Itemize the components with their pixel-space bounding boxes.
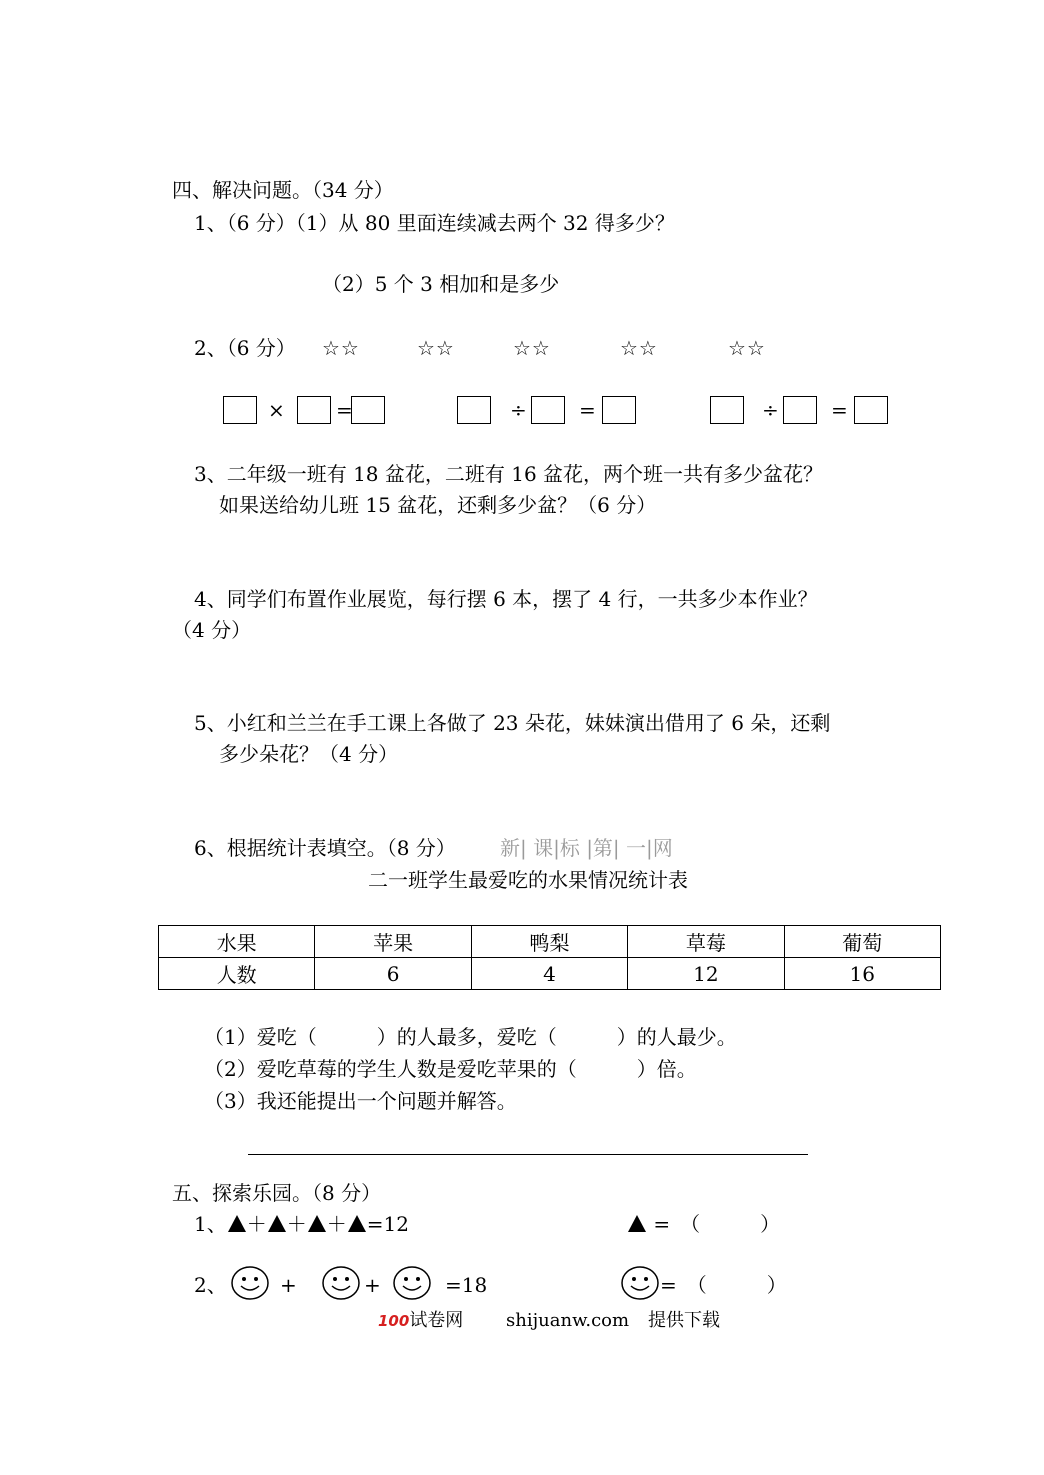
footer-suffix: 提供下载 [648, 1310, 720, 1331]
answer-box[interactable] [854, 396, 888, 424]
q4-line2: （4 分） [172, 618, 252, 642]
plus-sign: + [364, 1273, 381, 1297]
answer-box[interactable] [602, 396, 636, 424]
q2-stars-group-4: ☆☆ [620, 336, 658, 360]
triangle-icon [348, 1215, 366, 1232]
answer-box[interactable] [531, 396, 565, 424]
table-title: 二一班学生最爱吃的水果情况统计表 [368, 868, 688, 892]
plus-sign: ＋ [326, 1212, 347, 1236]
table-cell: 苹果 [315, 926, 471, 958]
equation-result: =12 [366, 1212, 409, 1236]
section5-title: 五、探索乐园。（8 分） [172, 1181, 382, 1205]
q1-part1: 1、（6 分）（1）从 80 里面连续减去两个 32 得多少？ [194, 211, 675, 235]
fruit-stat-table [158, 925, 941, 990]
smiley-icon [321, 1265, 361, 1301]
table-cell: 水果 [159, 926, 315, 958]
equation-result: =18 [445, 1273, 488, 1297]
q3-line2: 如果送给幼儿班 15 盆花，还剩多少盆？（6 分） [219, 493, 657, 517]
logo-100: 100 [378, 1312, 410, 1330]
q2-label: 2、（6 分） [194, 336, 296, 360]
q5-line2: 多少朵花？（4 分） [219, 742, 399, 766]
table-cell: 人数 [159, 958, 315, 990]
table-row [159, 958, 941, 990]
plus-sign: + [280, 1273, 297, 1297]
q5-line1: 5、小红和兰兰在手工课上各做了 23 朵花，妹妹演出借用了 6 朵，还剩 [194, 711, 831, 735]
table-cell: 草莓 [628, 926, 784, 958]
q1-part2: （2）5 个 3 相加和是多少 [322, 272, 560, 296]
answer-line [248, 1154, 808, 1155]
plus-sign: ＋ [286, 1212, 307, 1236]
answer-paren: = （ ） [653, 1212, 781, 1236]
triangle-icon [268, 1215, 286, 1232]
divide-sign: ÷ [510, 398, 527, 422]
table-cell: 葡萄 [784, 926, 940, 958]
equals-sign: = [579, 398, 596, 422]
divide-sign: ÷ [762, 398, 779, 422]
answer-box[interactable] [297, 396, 331, 424]
s5-q1-answer [627, 1212, 780, 1236]
q6-label: 6、根据统计表填空。（8 分） [194, 836, 456, 860]
smiley-icon [620, 1265, 660, 1301]
footer-domain: shijuanw.com [506, 1310, 630, 1331]
footer-brand [378, 1310, 463, 1332]
smiley-icon [230, 1265, 270, 1301]
watermark-text: 新| 课|标 |第| 一|网 [500, 836, 673, 860]
s5-q1 [194, 1212, 409, 1236]
q6-sub1: （1）爱吃（ ）的人最多，爱吃（ ）的人最少。 [204, 1025, 737, 1049]
table-cell: 4 [471, 958, 627, 990]
triangle-icon [308, 1215, 326, 1232]
triangle-icon [228, 1215, 246, 1232]
answer-box[interactable] [783, 396, 817, 424]
q6-sub3: （3）我还能提出一个问题并解答。 [204, 1089, 517, 1113]
q2-stars-group-2: ☆☆ [417, 336, 455, 360]
q6-sub2: （2）爱吃草莓的学生人数是爱吃苹果的（ ）倍。 [204, 1057, 697, 1081]
table-cell: 12 [628, 958, 784, 990]
table-row [159, 926, 941, 958]
q2-stars-group-5: ☆☆ [728, 336, 766, 360]
footer-site-name: 试卷网 [409, 1310, 464, 1331]
q3-line1: 3、二年级一班有 18 盆花，二班有 16 盆花，两个班一共有多少盆花？ [194, 462, 824, 486]
q2-stars-group-3: ☆☆ [513, 336, 551, 360]
answer-box[interactable] [710, 396, 744, 424]
answer-box[interactable] [223, 396, 257, 424]
smiley-icon [392, 1265, 432, 1301]
equals-sign: = [336, 398, 353, 422]
table-cell: 6 [315, 958, 471, 990]
answer-box[interactable] [351, 396, 385, 424]
table-cell: 鸭梨 [471, 926, 627, 958]
section4-title: 四、解决问题。（34 分） [172, 178, 394, 202]
equals-sign: = [831, 398, 848, 422]
triangle-icon [628, 1215, 646, 1232]
q2-stars-group-1: ☆☆ [322, 336, 360, 360]
table-cell: 16 [784, 958, 940, 990]
multiply-sign: × [268, 398, 285, 422]
answer-box[interactable] [457, 396, 491, 424]
plus-sign: ＋ [246, 1212, 267, 1236]
answer-paren: = （ ） [660, 1273, 787, 1297]
s5-q1-label: 1、 [194, 1212, 227, 1236]
s5-q2-label: 2、 [194, 1273, 227, 1297]
q4-line1: 4、同学们布置作业展览，每行摆 6 本，摆了 4 行，一共多少本作业？ [194, 587, 818, 611]
